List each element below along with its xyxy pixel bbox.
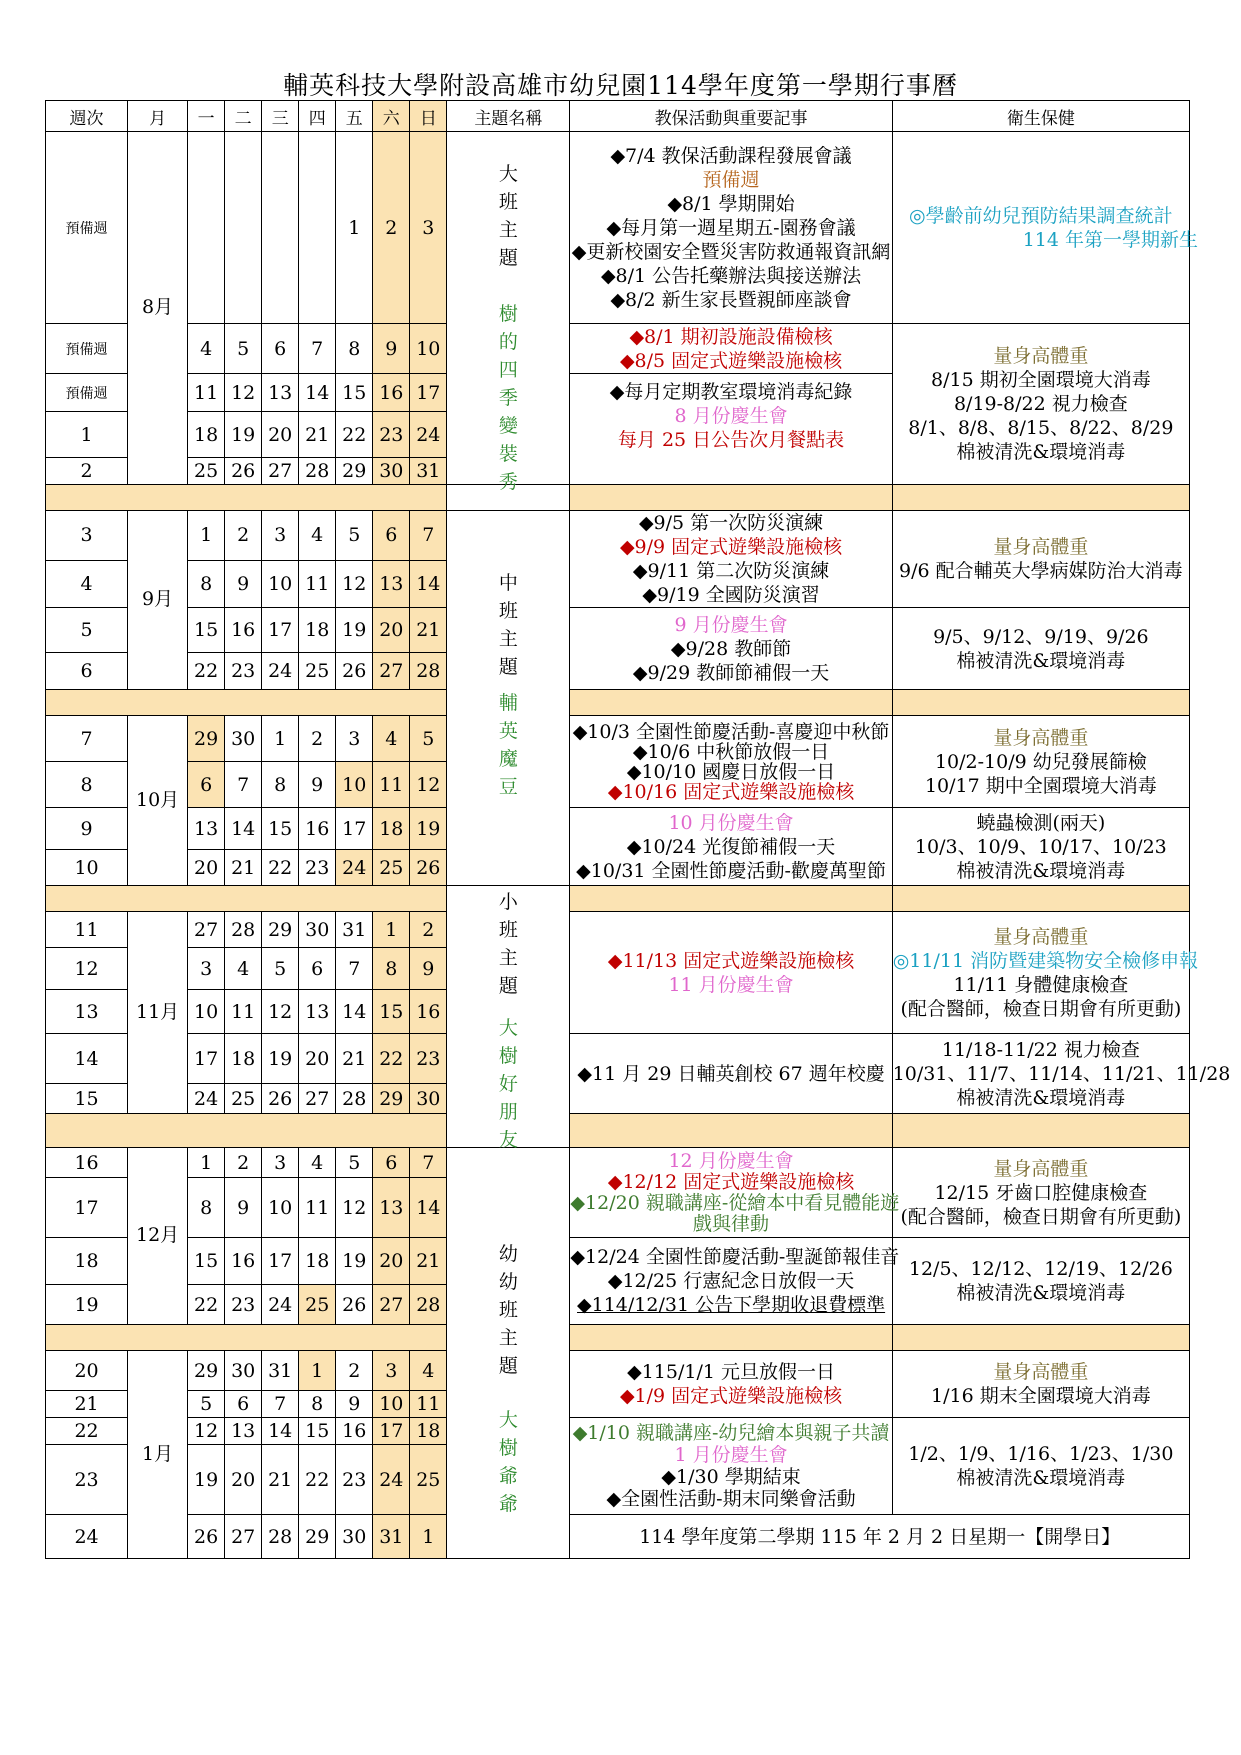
month-label: 8月 (128, 132, 188, 485)
day-cell: 21 (410, 608, 447, 653)
week-number: 11 (46, 912, 128, 948)
theme-heading: 大 班 主 題 (498, 163, 518, 269)
day-cell: 8 (299, 1391, 336, 1418)
theme-name: 樹 的 四 季 變 裝 秀 (498, 303, 518, 493)
day-cell: 11 (299, 1178, 336, 1238)
month-label: 12月 (128, 1148, 188, 1325)
day-cell: 7 (410, 511, 447, 561)
day-cell: 21 (336, 1034, 373, 1084)
day-cell: 23 (299, 850, 336, 886)
theme-heading: 中 班 主 題 (498, 572, 518, 678)
day-cell: 3 (410, 132, 447, 324)
day-cell: 26 (410, 850, 447, 886)
day-cell: 9 (410, 948, 447, 990)
day-cell: 12 (336, 1178, 373, 1238)
health-cell: 11/18-11/22 視力檢查 10/31、11/7、11/14、11/21、11/28 棉被清洗&環境消毒 (892, 1034, 1189, 1114)
day-cell: 7 (410, 1148, 447, 1178)
day-cell: 13 (225, 1418, 262, 1445)
day-cell: 10 (188, 990, 225, 1034)
week-number: 21 (46, 1391, 128, 1418)
day-cell: 8 (373, 948, 410, 990)
day-cell: 5 (336, 511, 373, 561)
day-cell: 21 (410, 1238, 447, 1285)
events-cell: 10 月份慶生會 ◆10/24 光復節補假一天 ◆10/31 全園性節慶活動-歡慶萬聖節 (570, 808, 892, 886)
day-cell: 10 (373, 1391, 410, 1418)
day-cell: 31 (410, 458, 447, 485)
day-cell: 1 (262, 716, 299, 762)
week-number: 19 (46, 1285, 128, 1325)
health-cell: 12/5、12/12、12/19、12/26 棉被清洗&環境消毒 (892, 1238, 1189, 1325)
day-cell: 2 (225, 1148, 262, 1178)
week-number: 10 (46, 850, 128, 886)
day-cell: 2 (373, 132, 410, 324)
month-label: 10月 (128, 716, 188, 886)
day-cell: 14 (336, 990, 373, 1034)
day-cell: 3 (262, 1148, 299, 1178)
theme-name: 大 樹 爺 爺 (498, 1409, 518, 1515)
header-week: 週次 (46, 101, 128, 132)
day-cell: 21 (299, 412, 336, 458)
week-number: 16 (46, 1148, 128, 1178)
day-cell: 23 (225, 1285, 262, 1325)
day-cell: 2 (410, 912, 447, 948)
day-cell: 4 (299, 511, 336, 561)
day-cell: 16 (225, 1238, 262, 1285)
day-cell: 17 (262, 1238, 299, 1285)
day-cell: 26 (188, 1515, 225, 1559)
day-cell: 31 (262, 1351, 299, 1391)
theme-cell (447, 886, 570, 1151)
day-cell: 9 (373, 324, 410, 374)
day-cell: 11 (188, 374, 225, 412)
day-cell: 7 (336, 948, 373, 990)
week-number: 9 (46, 808, 128, 850)
events-cell: 9 月份慶生會 ◆9/28 教師節 ◆9/29 教師節補假一天 (570, 608, 892, 690)
separator-row (46, 690, 1190, 716)
day-cell: 6 (373, 1148, 410, 1178)
week-number: 20 (46, 1351, 128, 1391)
health-cell: 量身高體重 9/6 配合輔英大學病媒防治大消毒 (892, 511, 1189, 608)
week-number: 預備週 (46, 374, 128, 412)
day-cell: 11 (225, 990, 262, 1034)
week-row (46, 132, 1190, 324)
events-cell: ◆12/24 全園性節慶活動-聖誕節報佳音 ◆12/25 行憲紀念日放假一天 ◆114/12/31 公告下學期收退費標準 (570, 1238, 892, 1325)
separator-row (46, 485, 1190, 511)
day-cell: 23 (336, 1445, 373, 1515)
separator-row (46, 886, 1190, 912)
day-cell: 7 (262, 1391, 299, 1418)
separator-row (46, 1325, 1190, 1351)
events-cell: ◆11 月 29 日輔英創校 67 週年校慶 (570, 1034, 892, 1114)
day-cell: 28 (410, 1285, 447, 1325)
day-cell: 31 (373, 1515, 410, 1559)
day-cell: 5 (188, 1391, 225, 1418)
day-cell (225, 132, 262, 324)
header-day: 五 (336, 101, 373, 132)
events-cell: 12 月份慶生會 ◆12/12 固定式遊樂設施檢核 ◆12/20 親職講座-從繪本中看見體能遊 戲與律動 (570, 1148, 892, 1238)
day-cell: 1 (336, 132, 373, 324)
week-number: 7 (46, 716, 128, 762)
week-number: 14 (46, 1034, 128, 1084)
day-cell: 28 (336, 1084, 373, 1114)
day-cell: 29 (188, 1351, 225, 1391)
day-cell: 27 (225, 1515, 262, 1559)
day-cell: 10 (262, 560, 299, 607)
day-cell: 14 (225, 808, 262, 850)
week-number: 5 (46, 608, 128, 653)
day-cell: 30 (225, 1351, 262, 1391)
header-day: 日 (410, 101, 447, 132)
day-cell: 26 (336, 653, 373, 690)
day-cell: 19 (336, 1238, 373, 1285)
day-cell: 18 (188, 412, 225, 458)
day-cell: 8 (262, 762, 299, 808)
day-cell: 29 (373, 1084, 410, 1114)
day-cell: 17 (336, 808, 373, 850)
day-cell: 5 (262, 948, 299, 990)
day-cell: 23 (373, 412, 410, 458)
day-cell: 25 (225, 1084, 262, 1114)
header-day: 三 (262, 101, 299, 132)
day-cell: 29 (299, 1515, 336, 1559)
day-cell: 18 (410, 1418, 447, 1445)
day-cell: 29 (336, 458, 373, 485)
day-cell: 29 (188, 716, 225, 762)
day-cell: 25 (299, 653, 336, 690)
day-cell: 14 (410, 560, 447, 607)
day-cell: 29 (262, 912, 299, 948)
header-events: 教保活動與重要記事 (570, 101, 892, 132)
day-cell: 31 (336, 912, 373, 948)
day-cell (188, 132, 225, 324)
day-cell: 15 (188, 608, 225, 653)
day-cell: 10 (336, 762, 373, 808)
day-cell: 24 (410, 412, 447, 458)
separator-row (46, 1114, 1190, 1148)
day-cell: 17 (188, 1034, 225, 1084)
day-cell: 28 (410, 653, 447, 690)
day-cell: 30 (410, 1084, 447, 1114)
day-cell: 22 (336, 412, 373, 458)
day-cell: 6 (299, 948, 336, 990)
day-cell: 11 (299, 560, 336, 607)
day-cell: 9 (225, 560, 262, 607)
day-cell: 5 (225, 324, 262, 374)
day-cell: 6 (188, 762, 225, 808)
day-cell: 23 (225, 653, 262, 690)
day-cell: 4 (299, 1148, 336, 1178)
health-cell: 蟯蟲檢測(兩天) 10/3、10/9、10/17、10/23 棉被清洗&環境消毒 (892, 808, 1189, 886)
calendar-table (45, 100, 1231, 1559)
day-cell: 8 (188, 1178, 225, 1238)
month-label: 1月 (128, 1351, 188, 1559)
day-cell: 20 (299, 1034, 336, 1084)
day-cell: 25 (188, 458, 225, 485)
day-cell: 23 (410, 1034, 447, 1084)
header-month: 月 (128, 101, 188, 132)
day-cell: 20 (373, 1238, 410, 1285)
events-cell: ◆11/13 固定式遊樂設施檢核 11 月份慶生會 (570, 912, 892, 1034)
day-cell: 7 (225, 762, 262, 808)
events-cell: ◆1/10 親職講座-幼兒繪本與親子共讀 1 月份慶生會 ◆1/30 學期結束 ◆全園性活動-期末同樂會活動 (570, 1418, 892, 1515)
week-number: 17 (46, 1178, 128, 1238)
day-cell: 19 (188, 1445, 225, 1515)
day-cell: 21 (225, 850, 262, 886)
day-cell: 20 (262, 412, 299, 458)
week-number: 4 (46, 560, 128, 607)
day-cell: 5 (410, 716, 447, 762)
week-number: 1 (46, 412, 128, 458)
day-cell: 24 (373, 1445, 410, 1515)
health-cell: 量身高體重 ◎11/11 消防暨建築物安全檢修申報 11/11 身體健康檢查 (配合醫師，檢查日期會有所更動) (892, 912, 1189, 1034)
day-cell: 19 (225, 412, 262, 458)
day-cell: 27 (188, 912, 225, 948)
theme-cell (447, 511, 570, 886)
day-cell: 25 (373, 850, 410, 886)
day-cell: 12 (188, 1418, 225, 1445)
day-cell: 27 (299, 1084, 336, 1114)
header-day: 一 (188, 101, 225, 132)
day-cell: 7 (299, 324, 336, 374)
day-cell: 16 (336, 1418, 373, 1445)
day-cell: 25 (410, 1445, 447, 1515)
health-cell: ◎學齡前幼兒預防結果調查統計 114 年第一學期新生 (892, 132, 1189, 324)
day-cell: 3 (262, 511, 299, 561)
day-cell: 3 (336, 716, 373, 762)
day-cell: 6 (373, 511, 410, 561)
day-cell: 27 (262, 458, 299, 485)
day-cell: 30 (373, 458, 410, 485)
header-day: 二 (225, 101, 262, 132)
day-cell: 14 (299, 374, 336, 412)
day-cell: 1 (299, 1351, 336, 1391)
day-cell: 19 (262, 1034, 299, 1084)
health-cell: 9/5、9/12、9/19、9/26 棉被清洗&環境消毒 (892, 608, 1189, 690)
week-number: 23 (46, 1445, 128, 1515)
day-cell: 13 (299, 990, 336, 1034)
day-cell: 22 (262, 850, 299, 886)
day-cell: 15 (336, 374, 373, 412)
day-cell: 13 (373, 1178, 410, 1238)
events-cell: ◆9/5 第一次防災演練 ◆9/9 固定式遊樂設施檢核 ◆9/11 第二次防災演練 ◆9/19 全國防災演習 (570, 511, 892, 608)
week-number: 預備週 (46, 132, 128, 324)
week-number: 22 (46, 1418, 128, 1445)
day-cell: 24 (188, 1084, 225, 1114)
day-cell: 16 (373, 374, 410, 412)
day-cell: 17 (410, 374, 447, 412)
day-cell: 12 (410, 762, 447, 808)
month-label: 9月 (128, 511, 188, 690)
week-number: 預備週 (46, 324, 128, 374)
events-cell: ◆每月定期教室環境消毒紀錄 8 月份慶生會 每月 25 日公告次月餐點表 (570, 374, 892, 485)
day-cell: 8 (336, 324, 373, 374)
day-cell: 17 (262, 608, 299, 653)
day-cell: 1 (410, 1515, 447, 1559)
day-cell: 4 (373, 716, 410, 762)
theme-heading: 幼 幼 班 主 題 (498, 1243, 518, 1377)
day-cell: 1 (373, 912, 410, 948)
events-cell: ◆10/3 全園性節慶活動-喜慶迎中秋節 ◆10/6 中秋節放假一日 ◆10/10 國慶日放假一日 ◆10/16 固定式遊樂設施檢核 (570, 716, 892, 808)
day-cell: 10 (410, 324, 447, 374)
day-cell: 16 (299, 808, 336, 850)
events-cell: ◆115/1/1 元旦放假一日 ◆1/9 固定式遊樂設施檢核 (570, 1351, 892, 1418)
day-cell: 1 (188, 511, 225, 561)
day-cell: 28 (225, 912, 262, 948)
day-cell: 3 (373, 1351, 410, 1391)
day-cell: 21 (262, 1445, 299, 1515)
day-cell (299, 132, 336, 324)
day-cell: 10 (262, 1178, 299, 1238)
day-cell: 2 (336, 1351, 373, 1391)
day-cell: 28 (299, 458, 336, 485)
day-cell: 26 (336, 1285, 373, 1325)
theme-heading: 小 班 主 題 (498, 891, 518, 997)
day-cell: 2 (225, 511, 262, 561)
day-cell: 11 (410, 1391, 447, 1418)
week-number: 8 (46, 762, 128, 808)
events-cell: ◆7/4 教保活動課程發展會議 預備週 ◆8/1 學期開始 ◆每月第一週星期五-園務會議 ◆更新校園安全暨災害防救通報資訊網 ◆8/1 公告托藥辦法與接送辦法 ◆8/2 新生家長暨親師座談會 (570, 132, 892, 324)
day-cell: 9 (299, 762, 336, 808)
day-cell: 14 (410, 1178, 447, 1238)
day-cell: 24 (262, 653, 299, 690)
day-cell: 20 (373, 608, 410, 653)
day-cell: 11 (373, 762, 410, 808)
day-cell: 4 (225, 948, 262, 990)
day-cell: 4 (188, 324, 225, 374)
day-cell: 17 (373, 1418, 410, 1445)
theme-name: 大 樹 好 朋 友 (498, 1017, 518, 1151)
week-number: 12 (46, 948, 128, 990)
day-cell: 6 (262, 324, 299, 374)
week-number: 15 (46, 1084, 128, 1114)
week-number: 18 (46, 1238, 128, 1285)
week-number: 13 (46, 990, 128, 1034)
next-semester-note: 114 學年度第二學期 115 年 2 月 2 日星期一【開學日】 (570, 1515, 1190, 1559)
header-health: 衛生保健 (892, 101, 1189, 132)
day-cell: 22 (188, 1285, 225, 1325)
day-cell: 18 (225, 1034, 262, 1084)
week-number: 3 (46, 511, 128, 561)
day-cell: 22 (299, 1445, 336, 1515)
day-cell: 20 (225, 1445, 262, 1515)
health-cell: 量身高體重 8/15 期初全園環境大消毒 8/19-8/22 視力檢查 8/1、8/8、8/15、8/22、8/29 棉被清洗&環境消毒 (892, 324, 1189, 485)
day-cell: 2 (299, 716, 336, 762)
day-cell: 3 (188, 948, 225, 990)
day-cell: 13 (373, 560, 410, 607)
day-cell: 12 (225, 374, 262, 412)
health-cell: 1/2、1/9、1/16、1/23、1/30 棉被清洗&環境消毒 (892, 1418, 1189, 1515)
day-cell: 16 (410, 990, 447, 1034)
week-number: 24 (46, 1515, 128, 1559)
day-cell: 15 (373, 990, 410, 1034)
day-cell: 24 (336, 850, 373, 886)
day-cell: 22 (373, 1034, 410, 1084)
day-cell: 12 (262, 990, 299, 1034)
health-cell: 量身高體重 12/15 牙齒口腔健康檢查 (配合醫師，檢查日期會有所更動) (892, 1148, 1189, 1238)
day-cell: 27 (373, 1285, 410, 1325)
day-cell: 9 (225, 1178, 262, 1238)
day-cell: 18 (299, 1238, 336, 1285)
day-cell: 16 (225, 608, 262, 653)
day-cell: 25 (299, 1285, 336, 1325)
day-cell: 15 (299, 1418, 336, 1445)
day-cell: 26 (262, 1084, 299, 1114)
header-day: 六 (373, 101, 410, 132)
day-cell: 1 (188, 1148, 225, 1178)
theme-cell (447, 1148, 570, 1559)
day-cell: 28 (262, 1515, 299, 1559)
day-cell: 6 (225, 1391, 262, 1418)
day-cell: 5 (336, 1148, 373, 1178)
day-cell: 18 (299, 608, 336, 653)
day-cell: 15 (188, 1238, 225, 1285)
day-cell: 30 (225, 716, 262, 762)
day-cell: 9 (336, 1391, 373, 1418)
week-number: 6 (46, 653, 128, 690)
theme-cell (447, 132, 570, 493)
day-cell: 13 (188, 808, 225, 850)
day-cell: 12 (336, 560, 373, 607)
day-cell: 8 (188, 560, 225, 607)
day-cell (262, 132, 299, 324)
week-number: 2 (46, 458, 128, 485)
health-cell: 量身高體重 10/2-10/9 幼兒發展篩檢 10/17 期中全園環境大消毒 (892, 716, 1189, 808)
day-cell: 19 (410, 808, 447, 850)
events-cell: ◆8/1 期初設施設備檢核 ◆8/5 固定式遊樂設施檢核 (570, 324, 892, 374)
day-cell: 30 (336, 1515, 373, 1559)
day-cell: 14 (262, 1418, 299, 1445)
day-cell: 30 (299, 912, 336, 948)
day-cell: 18 (373, 808, 410, 850)
day-cell: 13 (262, 374, 299, 412)
theme-name: 輔 英 魔 豆 (498, 692, 518, 798)
page-title: 輔英科技大學附設高雄市幼兒園114學年度第一學期行事曆 (283, 71, 958, 100)
day-cell: 22 (188, 653, 225, 690)
day-cell: 15 (262, 808, 299, 850)
day-cell: 26 (225, 458, 262, 485)
day-cell: 4 (410, 1351, 447, 1391)
health-cell: 量身高體重 1/16 期末全園環境大消毒 (892, 1351, 1189, 1418)
header-theme: 主題名稱 (447, 101, 570, 132)
day-cell: 27 (373, 653, 410, 690)
month-label: 11月 (128, 912, 188, 1114)
header-day: 四 (299, 101, 336, 132)
day-cell: 19 (336, 608, 373, 653)
day-cell: 24 (262, 1285, 299, 1325)
day-cell: 20 (188, 850, 225, 886)
